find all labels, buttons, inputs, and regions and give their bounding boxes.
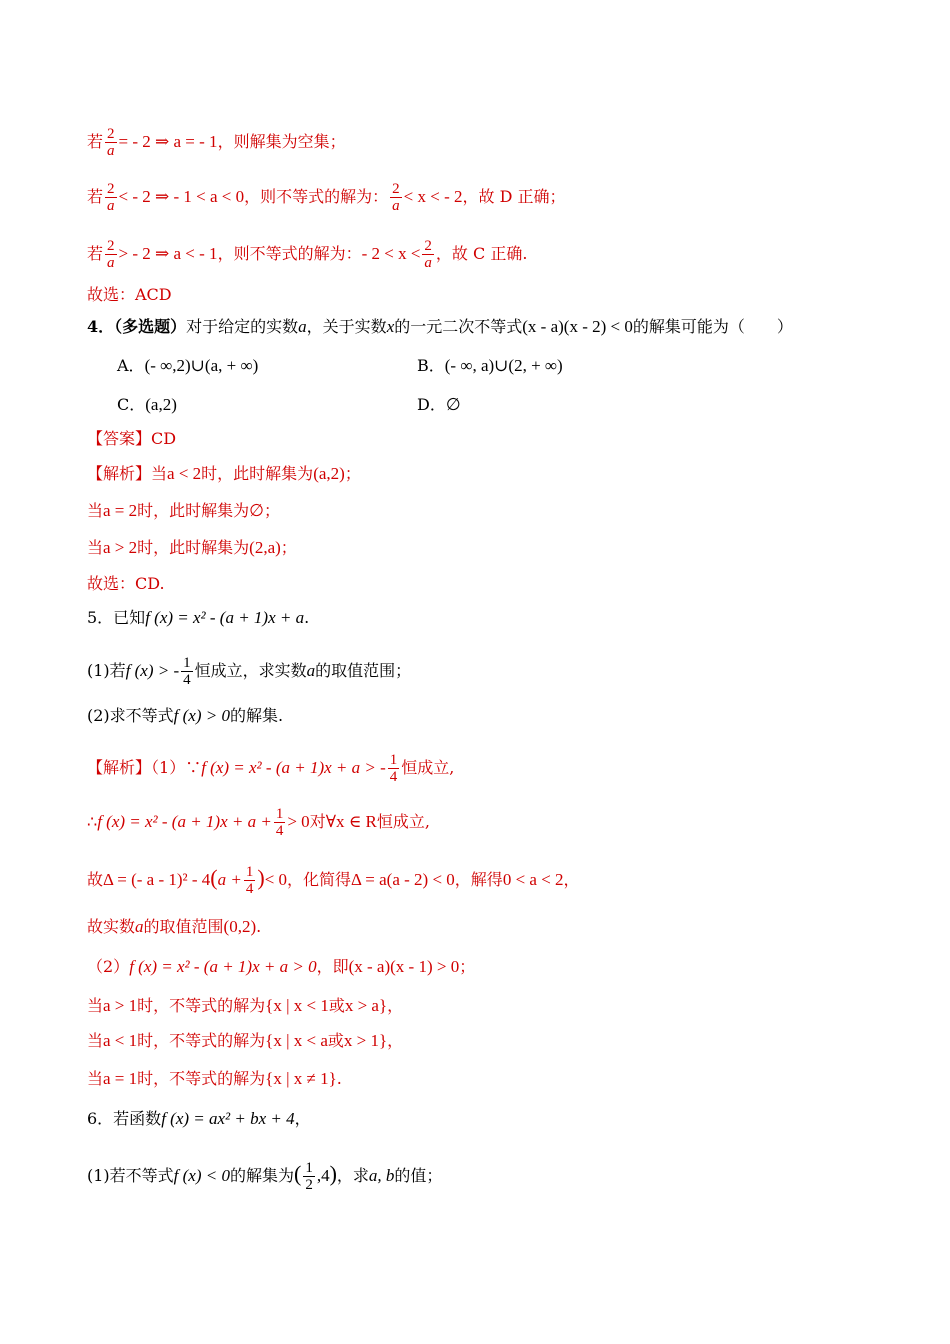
text: 的取值范围 bbox=[143, 917, 224, 936]
math: 0 < a < 2 bbox=[502, 870, 564, 889]
q3-case-less bbox=[87, 181, 870, 214]
math: x bbox=[386, 317, 395, 336]
fraction bbox=[274, 806, 286, 839]
text: 的一元二次不等式 bbox=[394, 317, 523, 336]
frac-num: 1 bbox=[389, 752, 398, 768]
math: a bbox=[306, 661, 316, 680]
text: ，化简得 bbox=[287, 870, 352, 889]
text: ，关于实数 bbox=[306, 317, 387, 336]
frac-num: 1 bbox=[183, 655, 191, 671]
text: 时，不等式的解为 bbox=[137, 1069, 266, 1088]
math: (a,2) bbox=[313, 464, 345, 483]
text: . bbox=[256, 917, 262, 936]
math: x > a} bbox=[344, 996, 388, 1015]
text: 的解集. bbox=[229, 706, 284, 725]
q4-solution-3 bbox=[87, 537, 870, 559]
text: (1)若 bbox=[87, 661, 126, 680]
text: ，解得 bbox=[454, 870, 503, 889]
frac-num: 2 bbox=[392, 181, 400, 197]
frac-den: 4 bbox=[245, 881, 254, 897]
q6-stem bbox=[87, 1108, 870, 1130]
text: ； bbox=[280, 538, 297, 557]
text: ， bbox=[387, 1031, 404, 1050]
frac-den: 2 bbox=[305, 1177, 313, 1193]
text: 当 bbox=[151, 464, 168, 483]
text: 恒成立, bbox=[401, 758, 455, 777]
math: (2,a) bbox=[249, 538, 281, 557]
math: f (x) = ax² + bx + 4 bbox=[161, 1109, 295, 1128]
math: ∀x ∈ R bbox=[325, 812, 377, 831]
q4-option-c[interactable] bbox=[117, 392, 177, 415]
q5-solution-6 bbox=[87, 995, 870, 1017]
math: Δ = (- a - 1)² - 4 bbox=[103, 870, 211, 889]
q4-solution-1 bbox=[87, 463, 870, 485]
q5-stem bbox=[87, 607, 870, 629]
q4-final bbox=[87, 573, 870, 595]
text: 时，此时解集为 bbox=[201, 464, 314, 483]
text: ； bbox=[344, 464, 361, 483]
math: < x < - 2 bbox=[403, 187, 463, 206]
option-text: (- ∞, a)∪(2, + ∞) bbox=[444, 356, 563, 375]
math: (x - a)(x - 1) > 0 bbox=[348, 957, 460, 976]
text: 的值； bbox=[394, 1166, 443, 1185]
text: 或 bbox=[327, 1031, 344, 1050]
math: < 0 bbox=[264, 870, 288, 889]
math: f (x) > 0 bbox=[173, 706, 230, 725]
q5-solution-5 bbox=[87, 956, 870, 978]
text: 对 bbox=[309, 812, 326, 831]
text: 若 bbox=[87, 187, 104, 206]
math: a = 2 bbox=[103, 501, 138, 520]
q6-part-1 bbox=[87, 1160, 870, 1193]
frac-num: 2 bbox=[424, 238, 432, 254]
q5-solution-4 bbox=[87, 916, 870, 938]
frac-den: a bbox=[392, 198, 400, 214]
text: （1）∵ bbox=[151, 758, 202, 777]
fraction bbox=[422, 238, 434, 271]
text: 当 bbox=[87, 1031, 104, 1050]
text: 故选：CD. bbox=[87, 574, 165, 593]
text: . bbox=[336, 1069, 342, 1088]
option-text: ∅ bbox=[445, 395, 461, 414]
math: a < 2 bbox=[167, 464, 202, 483]
text: 恒成立，求实数 bbox=[194, 661, 307, 680]
text: 时，此时解集为 bbox=[137, 501, 250, 520]
text: 的解集为 bbox=[229, 1166, 294, 1185]
math: a = 1 bbox=[103, 1069, 138, 1088]
fraction bbox=[388, 752, 400, 785]
math: f (x) = x² - (a + 1)x + a > 0 bbox=[129, 957, 317, 976]
fraction bbox=[105, 238, 117, 271]
text: (2)求不等式 bbox=[87, 706, 174, 725]
frac-den: a bbox=[107, 255, 115, 271]
math: - 2 < x < bbox=[361, 244, 421, 263]
text: 故实数 bbox=[87, 917, 136, 936]
q4-option-d[interactable] bbox=[417, 392, 461, 415]
math: a > 1 bbox=[103, 996, 138, 1015]
text: 当 bbox=[87, 501, 104, 520]
text: 若 bbox=[87, 244, 104, 263]
q4-answer bbox=[87, 428, 870, 450]
text: 若 bbox=[87, 132, 104, 151]
solution-tag: 【解析】 bbox=[87, 464, 152, 483]
text: ，求 bbox=[336, 1166, 369, 1185]
q5-part-1 bbox=[87, 655, 870, 688]
math: ∅ bbox=[249, 501, 264, 520]
question-tag: （多选题） bbox=[114, 317, 187, 336]
q4-solution-2 bbox=[87, 500, 870, 522]
math: (0,2) bbox=[223, 917, 257, 936]
text: 时，不等式的解为 bbox=[137, 1031, 266, 1050]
solution-tag: 【解析】 bbox=[87, 758, 152, 777]
text: . bbox=[304, 608, 310, 627]
paren-close: ) bbox=[257, 865, 265, 890]
frac-den: 4 bbox=[183, 672, 191, 688]
q5-solution-2 bbox=[87, 806, 870, 839]
text: ，则解集为空集； bbox=[217, 132, 346, 151]
frac-den: 4 bbox=[275, 823, 284, 839]
option-text: (a,2) bbox=[145, 395, 177, 414]
q4-option-b[interactable] bbox=[417, 353, 563, 376]
q5-solution-3 bbox=[87, 864, 870, 897]
answer-text: CD bbox=[151, 429, 177, 448]
math: Δ = a(a - 2) < 0 bbox=[351, 870, 455, 889]
option-label: B． bbox=[417, 356, 445, 375]
q4-option-a[interactable] bbox=[117, 353, 258, 376]
text: ， bbox=[294, 1109, 311, 1128]
math: = - 2 ⇒ a = - 1 bbox=[118, 132, 218, 151]
math: {x | x ≠ 1} bbox=[265, 1069, 337, 1088]
text: 故 bbox=[87, 870, 104, 889]
math: a + bbox=[217, 870, 242, 889]
text: ； bbox=[459, 957, 476, 976]
math: f (x) = x² - (a + 1)x + a + bbox=[97, 812, 272, 831]
text: 时，此时解集为 bbox=[137, 538, 250, 557]
text: （2） bbox=[87, 957, 130, 976]
frac-num: 1 bbox=[305, 1160, 313, 1176]
question-number: 5．已知 bbox=[87, 608, 146, 627]
text: ，则不等式的解为： bbox=[244, 187, 389, 206]
fraction bbox=[303, 1160, 315, 1193]
question-number: 4． bbox=[87, 317, 115, 336]
fraction bbox=[390, 181, 402, 214]
q4-stem bbox=[87, 316, 870, 338]
text: (1)若不等式 bbox=[87, 1166, 174, 1185]
math: < - 2 ⇒ - 1 < a < 0 bbox=[118, 187, 245, 206]
q5-solution-7 bbox=[87, 1030, 870, 1052]
math: {x | x < 1 bbox=[265, 996, 329, 1015]
text: ，即 bbox=[316, 957, 349, 976]
frac-num: 2 bbox=[107, 238, 115, 254]
answer-tag: 【答案】 bbox=[87, 429, 152, 448]
math: > - 2 ⇒ a < - 1 bbox=[118, 244, 218, 263]
q5-solution-8 bbox=[87, 1068, 870, 1090]
q3-case-greater bbox=[87, 238, 870, 271]
frac-den: a bbox=[107, 198, 115, 214]
text: ，则不等式的解为： bbox=[217, 244, 362, 263]
text: 当 bbox=[87, 996, 104, 1015]
fraction bbox=[105, 126, 117, 159]
text: ； bbox=[263, 501, 280, 520]
frac-num: 1 bbox=[245, 864, 254, 880]
math: a bbox=[135, 917, 144, 936]
q3-case-equal bbox=[87, 126, 870, 159]
frac-num: 2 bbox=[107, 126, 115, 142]
text: ， bbox=[563, 870, 580, 889]
option-label: C． bbox=[117, 395, 146, 414]
math: x > 1} bbox=[343, 1031, 388, 1050]
frac-den: 4 bbox=[389, 769, 398, 785]
fraction bbox=[105, 181, 117, 214]
frac-num: 1 bbox=[275, 806, 284, 822]
option-label: D． bbox=[417, 395, 446, 414]
q5-part-2 bbox=[87, 705, 870, 727]
text: 恒成立, bbox=[376, 812, 430, 831]
text: 故选：ACD bbox=[87, 285, 172, 304]
math: f (x) = x² - (a + 1)x + a bbox=[145, 608, 305, 627]
text: 当 bbox=[87, 538, 104, 557]
math: a bbox=[298, 317, 307, 336]
text: 或 bbox=[328, 996, 345, 1015]
text: 对于给定的实数 bbox=[186, 317, 299, 336]
fraction bbox=[244, 864, 256, 897]
text: 当 bbox=[87, 1069, 104, 1088]
text: 的解集可能为（ ） bbox=[632, 317, 793, 336]
paren-close: ) bbox=[329, 1161, 337, 1186]
text: ，故 D 正确； bbox=[462, 187, 566, 206]
math: f (x) = x² - (a + 1)x + a > - bbox=[201, 758, 386, 777]
text: ， bbox=[387, 996, 404, 1015]
text: ∴ bbox=[87, 812, 98, 831]
paren-open: ( bbox=[210, 865, 218, 890]
frac-den: a bbox=[424, 255, 432, 271]
text: ，故 C 正确. bbox=[435, 244, 528, 263]
text: 的取值范围； bbox=[315, 661, 412, 680]
math: f (x) < 0 bbox=[173, 1166, 230, 1185]
math: {x | x < a bbox=[265, 1031, 328, 1050]
math: ,4 bbox=[316, 1166, 330, 1185]
q5-solution-1 bbox=[87, 752, 870, 785]
option-text: (- ∞,2)∪(a, + ∞) bbox=[144, 356, 259, 375]
question-number: 6．若函数 bbox=[87, 1109, 162, 1128]
frac-den: a bbox=[107, 143, 115, 159]
math: f (x) > - bbox=[125, 661, 180, 680]
fraction bbox=[181, 655, 193, 688]
math: a, b bbox=[368, 1166, 395, 1185]
option-label: A． bbox=[117, 356, 145, 375]
math: a < 1 bbox=[103, 1031, 138, 1050]
paren-open: ( bbox=[294, 1161, 302, 1186]
math: a > 2 bbox=[103, 538, 138, 557]
q3-answer bbox=[87, 284, 870, 306]
text: 时，不等式的解为 bbox=[137, 996, 266, 1015]
math: > 0 bbox=[287, 812, 310, 831]
frac-num: 2 bbox=[107, 181, 115, 197]
math: (x - a)(x - 2) < 0 bbox=[522, 317, 633, 336]
